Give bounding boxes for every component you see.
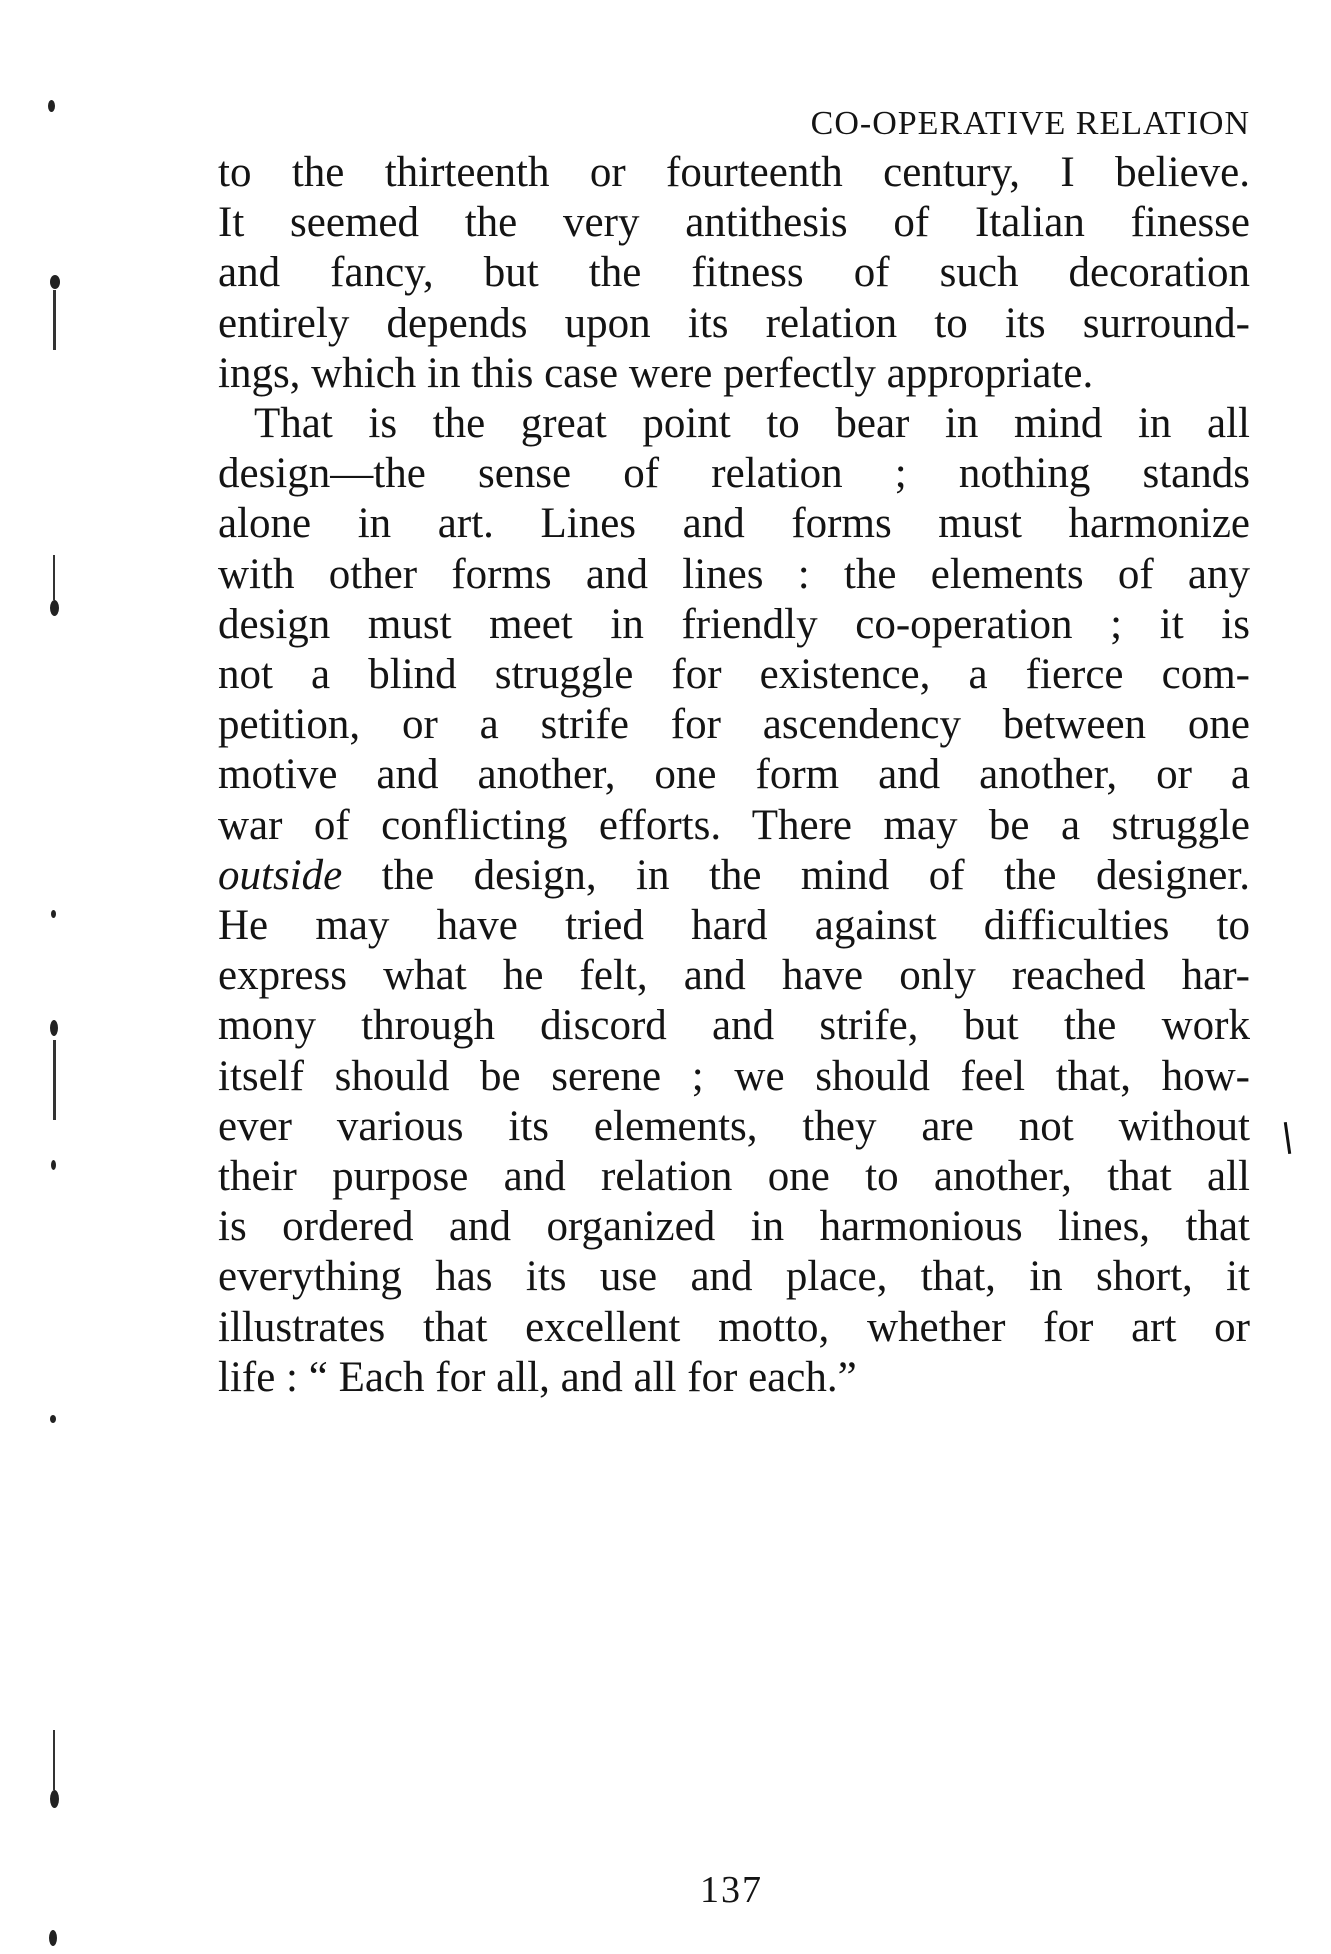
text-line-3: and fancy, but the fitness of such decoration — [218, 249, 1250, 297]
margin-mark — [1284, 1122, 1291, 1154]
text-line-20: ever various its elements, they are not without — [218, 1102, 1250, 1150]
gutter-speck — [50, 275, 60, 289]
gutter-bar — [53, 555, 55, 600]
gutter-speck — [50, 1020, 58, 1036]
text-line-10: design must meet in friendly co-operation ; it is — [218, 600, 1250, 648]
gutter-speck — [50, 1415, 56, 1423]
binding-edge-marks — [40, 100, 70, 1950]
text-line-12: petition, or a strife for ascendency between one — [218, 701, 1250, 749]
page-number: 137 — [700, 1869, 763, 1911]
text-line-21: their purpose and relation one to another, that all — [218, 1153, 1250, 1201]
text-line-5: ings, which in this case were perfectly appropriate. — [218, 349, 1094, 397]
gutter-bar — [53, 290, 56, 350]
gutter-speck — [51, 910, 56, 918]
text-line-24: illustrates that excellent motto, whether for art or — [218, 1303, 1250, 1351]
text-line-16: He may have tried hard against difficulties to — [218, 902, 1250, 950]
text-line-2: It seemed the very antithesis of Italian finesse — [218, 199, 1250, 247]
text-line-14: war of conflicting efforts. There may be a struggle — [218, 801, 1250, 849]
text-line-6: That is the great point to bear in mind in all — [254, 400, 1250, 448]
gutter-speck — [50, 1790, 59, 1808]
gutter-speck — [51, 1160, 56, 1170]
text-line-1: to the thirteenth or fourteenth century, I believe. — [218, 149, 1250, 196]
gutter-bar — [53, 1040, 56, 1120]
text-line-17: express what he felt, and have only reached har- — [218, 952, 1250, 1000]
text-line-7: design—the sense of relation ; nothing stands — [218, 450, 1250, 498]
text-line-18: mony through discord and strife, but the work — [218, 1002, 1250, 1050]
text-line-23: everything has its use and place, that, in short, it — [218, 1253, 1250, 1301]
text-line-15 — [218, 851, 1250, 901]
gutter-bar — [53, 1730, 55, 1790]
text-line-9: with other forms and lines : the elements of any — [218, 550, 1250, 598]
italic-word: outside — [218, 851, 343, 899]
text-line-22: is ordered and organized in harmonious lines, that — [218, 1203, 1250, 1251]
gutter-speck — [50, 600, 59, 616]
text-line-19: itself should be serene ; we should feel that, how- — [218, 1052, 1250, 1100]
text-line-11: not a blind struggle for existence, a fierce com- — [218, 651, 1250, 699]
running-head: CO-OPERATIVE RELATION — [810, 105, 1250, 142]
text-line-25: life : “ Each for all, and all for each.” — [218, 1353, 857, 1401]
gutter-speck — [48, 100, 55, 112]
gutter-speck — [49, 1930, 57, 1946]
body-paragraphs — [218, 148, 1250, 1403]
text-line-4: entirely depends upon its relation to its surround- — [218, 299, 1250, 347]
text-line-8: alone in art. Lines and forms must harmonize — [218, 500, 1250, 548]
text-line-13: motive and another, one form and another, or a — [218, 751, 1250, 799]
text-line-15-rest: the design, in the mind of the designer. — [342, 851, 1250, 899]
